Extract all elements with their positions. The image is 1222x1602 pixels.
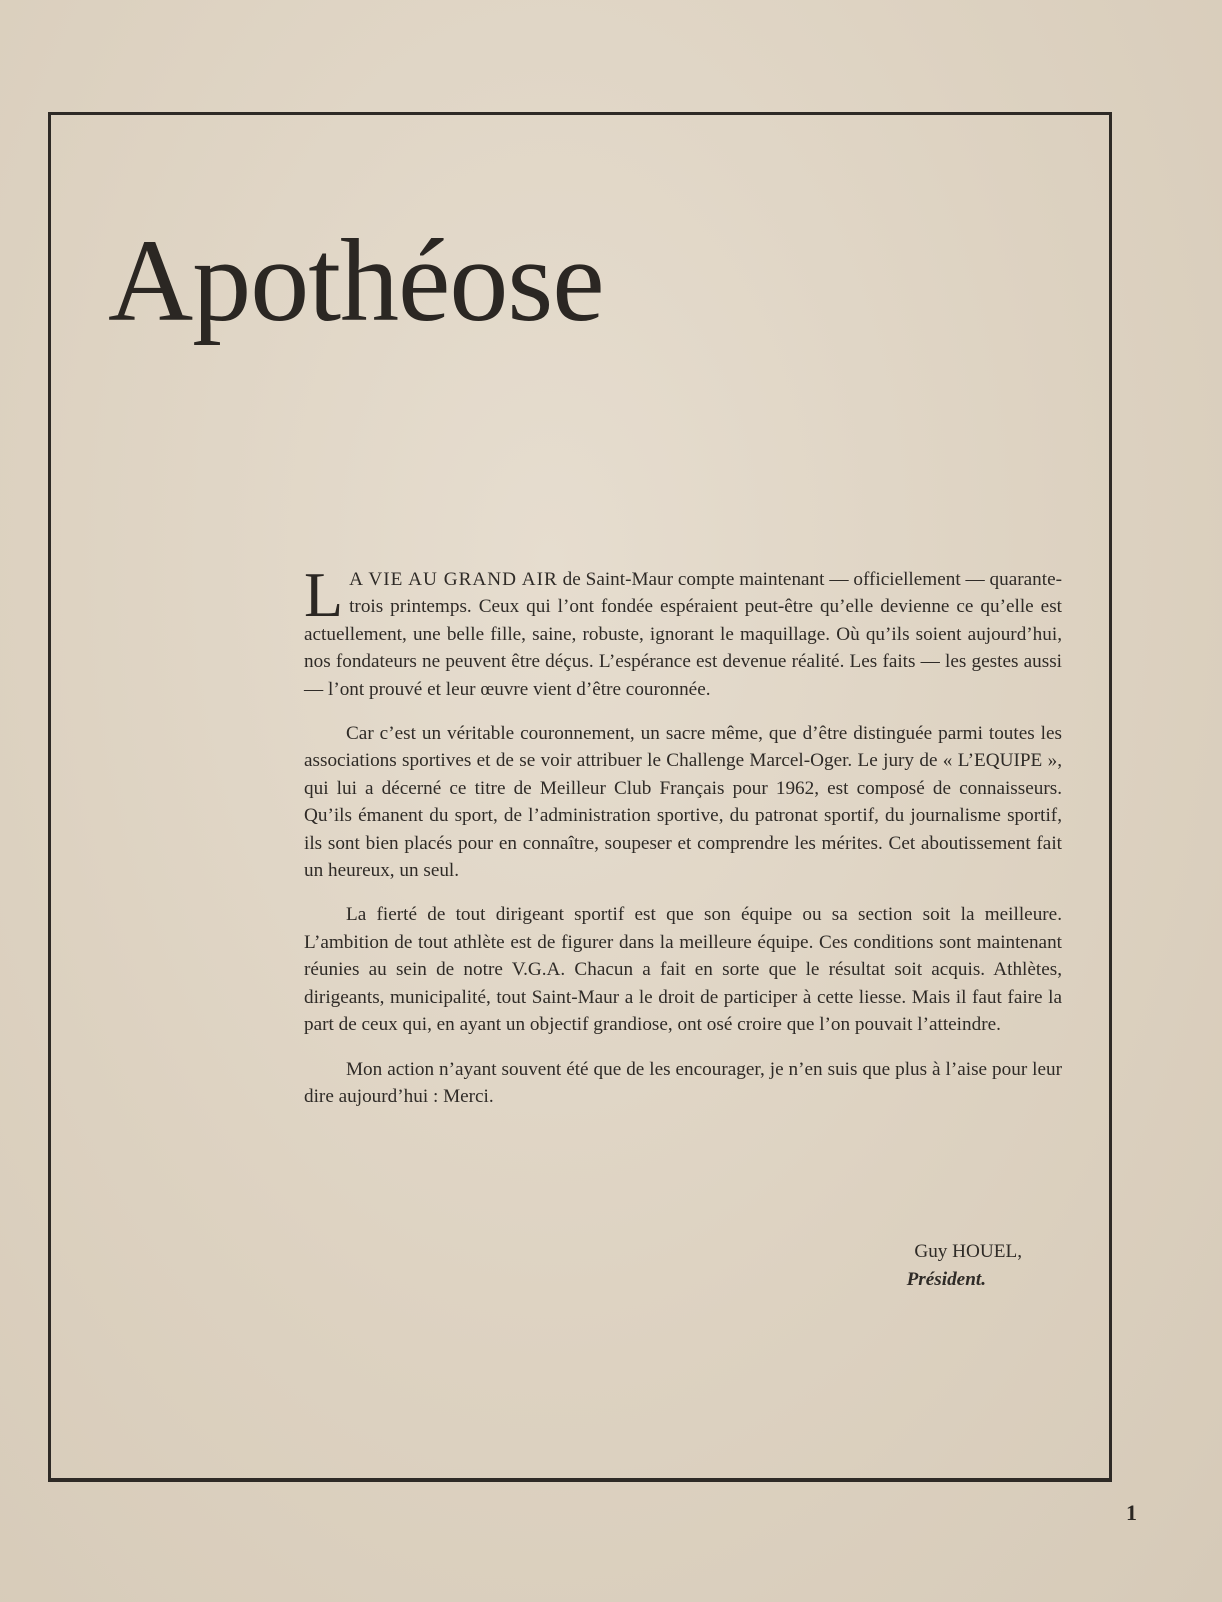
paragraph-1-text: de Saint-Maur compte maintenant — officiellement — quarante-trois printemps. Ceux qui l’ont fondée espéraient peut-être qu’elle devienne ce qu’elle est actuellement, une belle fille, saine, robuste, ignorant le maquillage. Où qu’ils soient aujourd’hui, nos fondateurs ne peuvent être déçus. L’espérance est devenue réalité. Les faits — les gestes aussi — l’ont prouvé et leur œuvre vient d’être couronnée. — [304, 569, 1062, 700]
article-body — [304, 559, 1062, 1127]
signature-role: Président. — [906, 1269, 986, 1290]
article-paragraph-4: Mon action n’ayant souvent été que de les encourager, je n’en suis que plus à l’aise pour leur dire aujourd’hui : Merci. — [304, 1058, 1062, 1107]
drop-cap: L — [304, 559, 344, 630]
article-paragraph-2: Car c’est un véritable couronnement, un sacre même, que d’être distinguée parmi toutes les associations sportives et de se voir attribuer le Challenge Marcel-Oger. Le jury de « L’EQUIPE », qui lui a décerné ce titre de Meilleur Club Français pour 1962, est composé de connaisseurs. Qu’ils émanent du sport, de l’administration sportive, du patronat sportif, du journalisme sportif, ils sont bien placés pour en connaître, soupeser et comprendre les mérites. Cet aboutissement fait un heureux, un seul. — [304, 723, 1062, 882]
page-number: 1 — [1126, 1500, 1137, 1525]
article-paragraph-3: La fierté de tout dirigeant sportif est que son équipe ou sa section soit la meilleure. L’ambition de tout athlète est de figurer dans la meilleure équipe. Ces conditions sont maintenant réunies au sein de notre V.G.A. Chacun a fait en sorte que le résultat soit acquis. Athlètes, dirigeants, municipalité, tout Saint-Maur a le droit de participer à cette liesse. Mais il faut faire la part de ceux qui, en ayant un objectif grandiose, ont osé croire que l’on pouvait l’atteindre. — [304, 904, 1062, 1036]
article-paragraph-1 — [304, 559, 1062, 703]
signature-name: Guy HOUEL, — [914, 1241, 1022, 1262]
signature-block — [907, 1238, 1022, 1294]
page-title: Apothéose — [108, 215, 604, 346]
lead-in-caps: A VIE AU GRAND AIR — [349, 569, 558, 590]
